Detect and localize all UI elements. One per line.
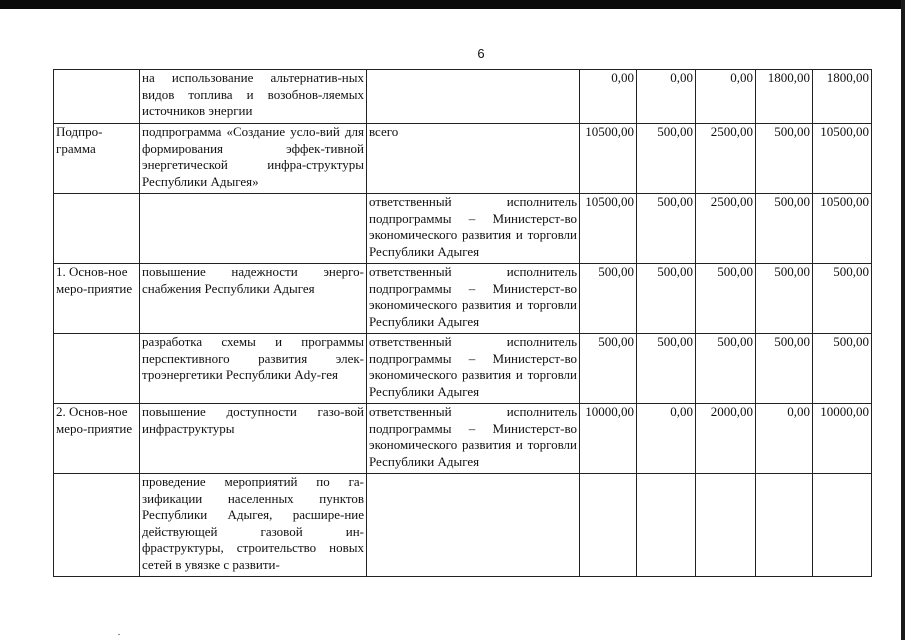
cell-source: ответственный исполнитель подпрограммы – Министерст-во экономического развития и торговли Республики Адыгея bbox=[367, 194, 580, 264]
cell-value: 2500,00 bbox=[696, 124, 756, 194]
cell-value: 2500,00 bbox=[696, 194, 756, 264]
cell-value: 10000,00 bbox=[813, 404, 872, 474]
cell-type bbox=[54, 334, 140, 404]
scan-right-border bbox=[901, 0, 905, 640]
cell-description: повышение надежности энерго-снабжения Республики Адыгея bbox=[140, 264, 367, 334]
cell-value: 10500,00 bbox=[580, 194, 637, 264]
cell-value bbox=[756, 474, 813, 577]
cell-source: всего bbox=[367, 124, 580, 194]
cell-value: 500,00 bbox=[756, 334, 813, 404]
table-row bbox=[54, 334, 872, 404]
table-row bbox=[54, 404, 872, 474]
cell-value: 0,00 bbox=[580, 70, 637, 124]
cell-value bbox=[580, 474, 637, 577]
cell-value: 10500,00 bbox=[813, 124, 872, 194]
cell-type bbox=[54, 194, 140, 264]
table-row bbox=[54, 474, 872, 577]
cell-value bbox=[637, 474, 696, 577]
cell-value bbox=[696, 474, 756, 577]
cell-value: 500,00 bbox=[696, 334, 756, 404]
cell-value: 500,00 bbox=[580, 264, 637, 334]
cell-source bbox=[367, 70, 580, 124]
cell-value: 500,00 bbox=[756, 264, 813, 334]
cell-value: 1800,00 bbox=[756, 70, 813, 124]
cell-value: 10500,00 bbox=[580, 124, 637, 194]
cell-value: 500,00 bbox=[813, 264, 872, 334]
cell-value: 500,00 bbox=[756, 194, 813, 264]
cell-type bbox=[54, 474, 140, 577]
cell-value: 0,00 bbox=[696, 70, 756, 124]
table-row bbox=[54, 194, 872, 264]
cell-value: 0,00 bbox=[637, 70, 696, 124]
cell-type: 1. Основ-ное меро-приятие bbox=[54, 264, 140, 334]
cell-source bbox=[367, 474, 580, 577]
scan-top-border bbox=[0, 0, 905, 9]
cell-type bbox=[54, 70, 140, 124]
table-row bbox=[54, 124, 872, 194]
cell-value: 500,00 bbox=[696, 264, 756, 334]
cell-type: Подпро-грамма bbox=[54, 124, 140, 194]
cell-description: разработка схемы и программы перспективного развития элек-троэнергетики Республики Ady-гея bbox=[140, 334, 367, 404]
cell-source: ответственный исполнитель подпрограммы – Министерст-во экономического развития и торговли Республики Адыгея bbox=[367, 334, 580, 404]
cell-value: 1800,00 bbox=[813, 70, 872, 124]
cell-source: ответственный исполнитель подпрограммы – Министерст-во экономического развития и торговли Республики Адыгея bbox=[367, 264, 580, 334]
cell-value: 10000,00 bbox=[580, 404, 637, 474]
cell-value: 500,00 bbox=[580, 334, 637, 404]
cell-value: 10500,00 bbox=[813, 194, 872, 264]
page-number: 6 bbox=[477, 46, 485, 61]
cell-type: 2. Основ-ное меро-приятие bbox=[54, 404, 140, 474]
budget-table bbox=[53, 69, 872, 577]
scan-speck bbox=[118, 634, 120, 635]
cell-value: 0,00 bbox=[756, 404, 813, 474]
table-row bbox=[54, 264, 872, 334]
cell-description bbox=[140, 194, 367, 264]
cell-value: 500,00 bbox=[813, 334, 872, 404]
cell-description: повышение доступности газо-вой инфраструктуры bbox=[140, 404, 367, 474]
cell-value: 500,00 bbox=[637, 194, 696, 264]
table-row bbox=[54, 70, 872, 124]
cell-description: на использование альтернатив-ных видов топлива и возобнов-ляемых источников энергии bbox=[140, 70, 367, 124]
cell-value: 0,00 bbox=[637, 404, 696, 474]
cell-value: 500,00 bbox=[756, 124, 813, 194]
cell-value: 2000,00 bbox=[696, 404, 756, 474]
cell-value: 500,00 bbox=[637, 264, 696, 334]
cell-description: подпрограмма «Создание усло-вий для формирования эффек-тивной энергетической инфра-структуры Республики Адыгея» bbox=[140, 124, 367, 194]
cell-value bbox=[813, 474, 872, 577]
cell-value: 500,00 bbox=[637, 124, 696, 194]
cell-value: 500,00 bbox=[637, 334, 696, 404]
cell-source: ответственный исполнитель подпрограммы – Министерст-во экономического развития и торговли Республики Адыгея bbox=[367, 404, 580, 474]
cell-description: проведение мероприятий по га-зификации населенных пунктов Республики Адыгея, расшире-ние действующей газовой ин-фраструктуры, строительство новых сетей в увязке с развити- bbox=[140, 474, 367, 577]
